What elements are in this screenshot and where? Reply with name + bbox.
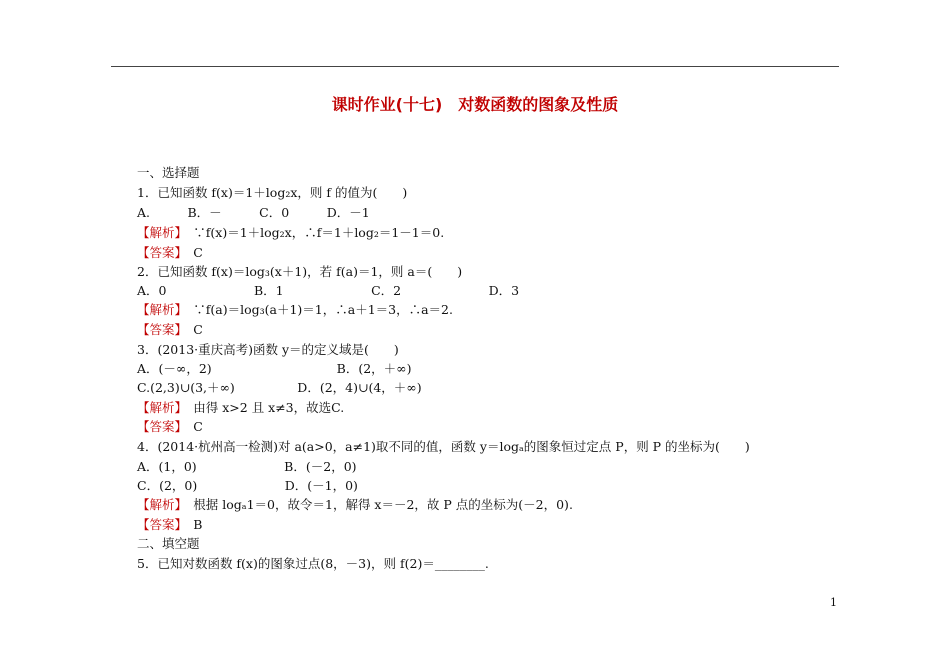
answer-tag: 【答案】 <box>137 245 181 260</box>
page-number: 1 <box>830 596 837 609</box>
question-4: 4．(2014·杭州高一检测)对 a(a>0，a≠1)取不同的值，函数 y＝logₐ的图象恒过定点 P，则 P 的坐标为( ) <box>137 439 750 454</box>
question-4-options-cd: C．(2，0) D．(－1，0) <box>137 478 358 493</box>
question-1: 1．已知函数 f(x)＝1＋log₂x，则 f 的值为( ) <box>137 185 408 200</box>
question-1-answer <box>137 245 203 261</box>
answer-text: C <box>180 419 203 434</box>
question-2-analysis <box>137 302 453 318</box>
question-3-answer <box>137 419 203 435</box>
analysis-tag: 【解析】 <box>137 225 181 240</box>
analysis-tag: 【解析】 <box>137 302 181 317</box>
answer-text: C <box>180 245 203 260</box>
question-4-answer <box>137 517 202 533</box>
analysis-text: ∵f(x)＝1＋log₂x，∴f＝1＋log₂＝1－1＝0. <box>180 225 445 240</box>
header-rule <box>111 66 839 67</box>
answer-tag: 【答案】 <box>137 419 181 434</box>
analysis-text: 由得 x>2 且 x≠3，故选C. <box>180 400 345 415</box>
question-2-answer <box>137 322 203 338</box>
answer-tag: 【答案】 <box>137 322 181 337</box>
question-1-analysis <box>137 225 444 241</box>
analysis-tag: 【解析】 <box>137 400 181 415</box>
question-1-options: A. B．－ C．0 D．－1 <box>137 205 370 220</box>
section-heading-choice: 一、选择题 <box>137 165 200 180</box>
question-2-options: A．0 B．1 C．2 D．3 <box>137 283 520 298</box>
analysis-text: ∵f(a)＝log₃(a＋1)＝1，∴a＋1＝3，∴a＝2. <box>180 302 453 317</box>
question-3: 3．(2013·重庆高考)函数 y＝的定义域是( ) <box>137 342 399 357</box>
question-4-analysis <box>137 497 573 513</box>
question-3-options-ab: A．(－∞，2) B．(2，＋∞) <box>137 361 412 376</box>
question-2: 2．已知函数 f(x)＝log₃(x＋1)，若 f(a)＝1，则 a＝( ) <box>137 264 463 279</box>
analysis-tag: 【解析】 <box>137 497 181 512</box>
answer-text: C <box>180 322 203 337</box>
question-4-options-ab: A．(1，0) B．(－2，0) <box>137 459 357 474</box>
question-3-analysis <box>137 400 344 416</box>
section-heading-fill: 二、填空题 <box>137 536 200 551</box>
question-3-options-cd: C.(2,3)∪(3,＋∞) D．(2，4)∪(4，＋∞) <box>137 380 422 395</box>
page-title: 课时作业(十七) 对数函数的图象及性质 <box>331 95 619 114</box>
answer-text: B <box>180 517 203 532</box>
analysis-text: 根据 logₐ1＝0，故令＝1，解得 x＝－2，故 P 点的坐标为(－2，0). <box>180 497 573 512</box>
question-5: 5．已知对数函数 f(x)的图象过点(8，－3)，则 f(2)＝________. <box>137 556 489 571</box>
answer-tag: 【答案】 <box>137 517 181 532</box>
